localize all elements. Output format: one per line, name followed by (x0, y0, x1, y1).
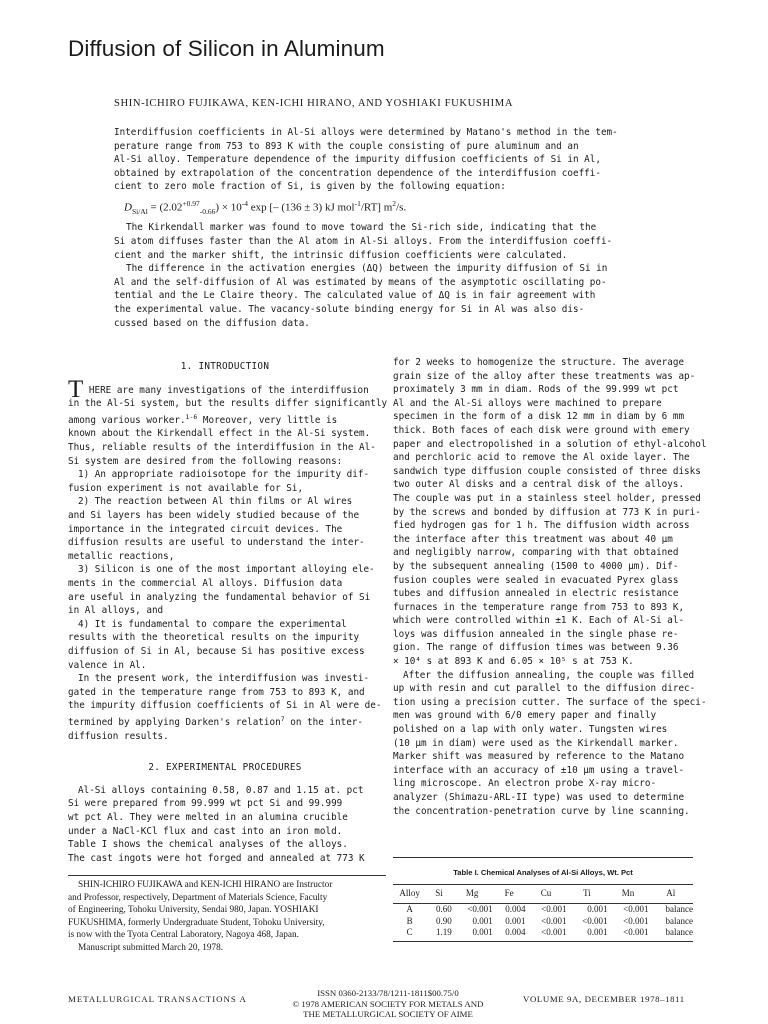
table-cell: A (406, 904, 413, 914)
text-line: diffusion of Si in Al, because Si has positive excess (68, 645, 365, 657)
section-title-introduction: 1. INTRODUCTION (180, 361, 270, 372)
text-line: tential and the Le Claire theory. The calculated value of ΔQ is in fair agreement with (114, 290, 596, 302)
table-cell: balance (665, 904, 693, 914)
table-header-cell: Cu (525, 885, 566, 904)
eq-part: /RT] m (360, 201, 393, 214)
text-line: for 2 weeks to homogenize the structure. The average (393, 357, 685, 368)
text-line: the concentration-penetration curve by line scanning. (393, 805, 690, 817)
text-line: fusion experiment is not available for Si, (68, 482, 304, 494)
text-line: sandwich type diffusion couple consisted of three disks (393, 465, 701, 477)
text-line: diffusion results. (68, 730, 169, 742)
copyright-line: THE METALLURGICAL SOCIETY OF AIME (303, 1009, 473, 1019)
text-line: tubes and diffusion annealed in electric resistance (393, 588, 679, 600)
text-span: among various worker. (68, 414, 186, 426)
table-header-cell: Si (426, 885, 451, 904)
text-line: Si atom diffuses faster than the Al atom in Al-Si alloys. From the interdiffusion coeffi- (114, 236, 613, 247)
text-line: are useful in analyzing the fundamental behavior of Si (68, 591, 371, 603)
text-line: and negligibly narrow, comparing with that obtained (393, 547, 679, 559)
text-line: and perchloric acid to remove the Al oxide layer. The (393, 452, 690, 464)
text-line: Marker shift was measured by reference to the Matano (393, 751, 685, 763)
text-line: analyzer (Shimazu-ARL-II type) was used to determine (393, 792, 685, 803)
text-line: furnaces in the temperature range from 753 to 893 K, (393, 601, 685, 613)
left-column (68, 356, 388, 865)
table-header-cell: Ti (566, 885, 607, 904)
text-line: wt pct Al. They were melted in an alumina crucible (68, 812, 348, 823)
text-line: two outer Al disks and a central disk of the alloys. (393, 479, 685, 491)
volume-page: VOLUME 9A, DECEMBER 1978–1811 (523, 994, 685, 1004)
text-line: Si were prepared from 99.999 wt pct Si and 99.999 (68, 798, 343, 810)
journal-name: METALLURGICAL TRANSACTIONS A (68, 994, 247, 1004)
table-cell: 0.90 (435, 915, 452, 926)
eq-sup: +0.97 (182, 198, 200, 208)
text-line: the experimental value. The vacancy-solute binding energy for Si in Al was also dis- (114, 303, 585, 315)
text-line: Al-Si alloys containing 0.58, 0.87 and 1.15 at. pct (78, 784, 364, 796)
text-line: perature range from 753 to 893 K with the couple consisting of pure aluminum and an (114, 140, 579, 152)
table-row (393, 927, 693, 941)
text-line: Table I shows the chemical analyses of the alloys. (68, 839, 348, 851)
table-header-cell: Fe (493, 885, 526, 904)
text-line: tion using a precision cutter. The surface of the speci- (393, 696, 707, 708)
text-line (68, 411, 382, 428)
text-line: (10 μm in diam) were used as the Kirkendall marker. (393, 737, 679, 749)
text-line: Thus, reliable results of the interdiffusion in the Al- (68, 442, 376, 454)
text-line: cussed based on the diffusion data. (114, 317, 310, 329)
text-line: by the subsequent annealing (1500 to 4000 μm). Dif- (393, 560, 679, 572)
text-line: results with the theoretical results on the impurity (68, 632, 360, 644)
text-line: polished on a lap with only water. Tungsten wires (393, 724, 668, 736)
section-title-experimental: 2. EXPERIMENTAL PROCEDURES (148, 762, 302, 774)
text-line: by the screws and bonded by diffusion at 773 K in puri- (393, 506, 701, 518)
author-list: SHIN-ICHIRO FUJIKAWA, KEN-ICHI HIRANO, AND YOSHIAKI FUKUSHIMA (114, 98, 514, 109)
reference-marker: 7 (280, 714, 285, 723)
text-span: termined by applying Darken's relation (68, 717, 281, 729)
text-line: thick. Both faces of each disk were ground with emery (393, 424, 690, 436)
right-column (393, 356, 707, 818)
copyright-line: © 1978 AMERICAN SOCIETY FOR METALS AND (292, 998, 484, 1009)
table-cell: 0.001 (505, 915, 526, 926)
table-caption: Table I. Chemical Analyses of Al-Si Alloys, Wt. Pct (453, 868, 633, 877)
eq-lhs-sub: Si/Al (131, 206, 148, 216)
text-line: Al-Si alloy. Temperature dependence of the impurity diffusion coefficients of Si in Al, (114, 154, 601, 166)
text-line: 1) An appropriate radioisotope for the impurity dif- (78, 469, 370, 481)
eq-part: ) × 10 (215, 201, 242, 214)
diffusion-equation (124, 197, 634, 218)
text-line: 3) Silicon is one of the most important alloying ele- (78, 564, 375, 576)
text-line: men was ground with 6/0 emery paper and finally (393, 710, 657, 722)
text-line: known about the Kirkendall effect in the Al-Si system. (68, 428, 371, 440)
table-top-rule (393, 857, 693, 858)
eq-part: = (2.02 (147, 201, 183, 214)
reference-marker: 1-6 (185, 412, 198, 421)
text-line: up with resin and cut parallel to the diffusion direc- (393, 683, 696, 695)
text-line: grain size of the alloy after these treatments was ap- (393, 370, 696, 382)
eq-exp: -4 (241, 198, 249, 208)
table-cell: balance (648, 927, 693, 941)
footnote-line: SHIN-ICHIRO FUJIKAWA and KEN-ICHI HIRANO are Instructor (78, 880, 333, 890)
table-cell: C (393, 927, 426, 941)
text-line: the impurity diffusion coefficients of Si in Al were de- (68, 700, 382, 712)
text-line: fied hydrogen gas for 1 h. The diffusion width across (393, 520, 690, 532)
issn: ISSN 0360-2133/78/1211-1811$00.75/0 (317, 988, 459, 998)
text-line: the interface after this treatment was about 40 μm (393, 533, 673, 545)
text-line: which were controlled within ±1 K. Each of Al-Si al- (393, 615, 685, 627)
table-header-row (393, 885, 693, 904)
text-line: and Si layers has been widely studied because of the (68, 510, 360, 522)
text-line: The Kirkendall marker was found to move toward the Si-rich side, indicating that the (126, 222, 597, 234)
chemical-analysis-table (393, 884, 693, 942)
text-line: ments in the commercial Al alloys. Diffusion data (68, 578, 343, 589)
abstract (114, 126, 634, 330)
text-line: metallic reactions, (68, 550, 175, 562)
table-header-cell: Mn (607, 885, 648, 904)
text-line: specimen in the form of a disk 12 mm in diam by 6 mm (393, 411, 685, 423)
text-line: The cast ingots were hot forged and annealed at 773 K (68, 852, 365, 864)
intro-first-line (68, 375, 382, 403)
table-header-cell: Alloy (393, 885, 426, 904)
footnote-line: is now with the Tyota Central Laboratory, Nagoya 468, Japan. (68, 930, 299, 941)
footnote-line: Manuscript submitted March 20, 1978. (78, 942, 224, 953)
text-line: × 10⁴ s at 893 K and 6.05 × 10⁵ s at 753 K. (393, 656, 634, 668)
table-cell: 1.19 (426, 927, 451, 941)
text-line: fusion couples were sealed in evacuated Pyrex glass (393, 574, 679, 586)
text-line: 2) The reaction between Al thin films or Al wires (78, 496, 353, 508)
text-line: diffusion results are useful to understand the inter- (68, 537, 365, 549)
eq-sub: -0.66 (199, 206, 216, 216)
text-line: The couple was put in a stainless steel holder, pressed (393, 492, 701, 504)
table-cell: 0.001 (587, 904, 608, 914)
text-line (68, 713, 382, 730)
table-cell: 0.60 (435, 904, 452, 914)
text-line: in Al alloys, and (68, 605, 164, 617)
text-line: The difference in the activation energies (ΔQ) between the impurity diffusion of Si in (126, 263, 608, 275)
table-cell: <0.001 (525, 927, 566, 941)
table-cell: <0.001 (607, 927, 648, 941)
table-header-cell: Mg (452, 885, 493, 904)
eq-part: exp [– (136 ± 3) kJ mol (248, 201, 355, 214)
copyright-block (258, 988, 518, 1020)
text-line: gion. The range of diffusion times was between 9.36 (393, 642, 679, 654)
text-line: obtained by extrapolation of the concentration dependence of the interdiffusion coeffi- (114, 167, 601, 179)
author-footnote (68, 879, 386, 955)
drop-cap: T (68, 375, 84, 403)
text-line: paper and electropolished in a solution of ethyl-alcohol (393, 438, 707, 450)
text-span: Moreover, very little is (197, 414, 338, 426)
table-row (393, 916, 693, 928)
table-cell: 0.001 (452, 927, 493, 941)
text-line: Si system are desired from the following reasons: (68, 455, 343, 467)
footnote-line: and Professor, respectively, Department of Materials Science, Faculty (68, 892, 328, 903)
table-cell: <0.001 (541, 915, 567, 926)
table-cell: <0.001 (582, 915, 608, 926)
text-line: interface with an accuracy of ±10 μm using a travel- (393, 764, 685, 776)
table-cell: balance (665, 915, 693, 926)
table-cell: <0.001 (623, 904, 649, 914)
eq-m-sup: 2 (392, 198, 397, 208)
text-line: After the diffusion annealing, the couple was filled (403, 669, 695, 681)
table-cell: 0.001 (566, 927, 607, 941)
table-header-cell: Al (648, 885, 693, 904)
text-line: cient and the marker shift, the intrinsic diffusion coefficients were calculated. (114, 249, 568, 261)
text-line: loys was diffusion annealed in the single phase re- (393, 628, 679, 640)
table-cell: 0.001 (472, 915, 493, 926)
text-line: Al and the Al-Si alloys were machined to prepare (393, 397, 662, 409)
table-1 (393, 857, 693, 942)
text-line: HERE are many investigations of the interdiffusion (88, 384, 369, 396)
table-cell: B (406, 915, 413, 926)
text-line: Al and the self-diffusion of Al was estimated by means of the asymptotic oscillating po- (114, 276, 607, 288)
eq-part: /s. (396, 201, 407, 214)
text-line: ling microscope. An electron probe X-ray micro- (393, 778, 657, 790)
text-line: cient to zero mole fraction of Si, is given by the following equation: (114, 181, 506, 193)
text-line: in the Al-Si system, but the results differ significantly (68, 398, 388, 410)
footnote-line: of Engineering, Tohoku University, Sendai 980, Japan. YOSHIAKI (68, 905, 319, 916)
text-span: on the inter- (284, 717, 363, 729)
table-cell: <0.001 (467, 904, 493, 914)
paper-title: Diffusion of Silicon in Aluminum (68, 36, 385, 61)
table-row (393, 904, 693, 916)
eq-mol-sup: -1 (354, 198, 361, 208)
text-line: under a NaCl-KCl flux and cast into an iron mold. (68, 825, 343, 837)
text-line: proximately 3 mm in diam. Rods of the 99.999 wt pct (393, 384, 679, 396)
table-cell: <0.001 (623, 915, 649, 926)
text-line: gated in the temperature range from 753 to 893 K, and (68, 686, 365, 698)
text-line: valence in Al. (68, 659, 147, 671)
text-line: importance in the integrated circuit devices. The (68, 523, 343, 535)
table-cell: 0.004 (493, 927, 526, 941)
table-cell: <0.001 (541, 904, 567, 914)
footnote-line: FUKUSHIMA, formerly Undergraduate Student, Tohoku University, (68, 917, 325, 928)
table-cell: 0.004 (505, 904, 526, 914)
eq-lhs: D (124, 201, 132, 214)
footnote-rule (68, 875, 386, 876)
text-line: Interdiffusion coefficients in Al-Si alloys were determined by Matano's method in the tem- (114, 127, 618, 138)
text-line: In the present work, the interdiffusion was investi- (78, 673, 370, 685)
text-line: 4) It is fundamental to compare the experimental (78, 618, 347, 630)
